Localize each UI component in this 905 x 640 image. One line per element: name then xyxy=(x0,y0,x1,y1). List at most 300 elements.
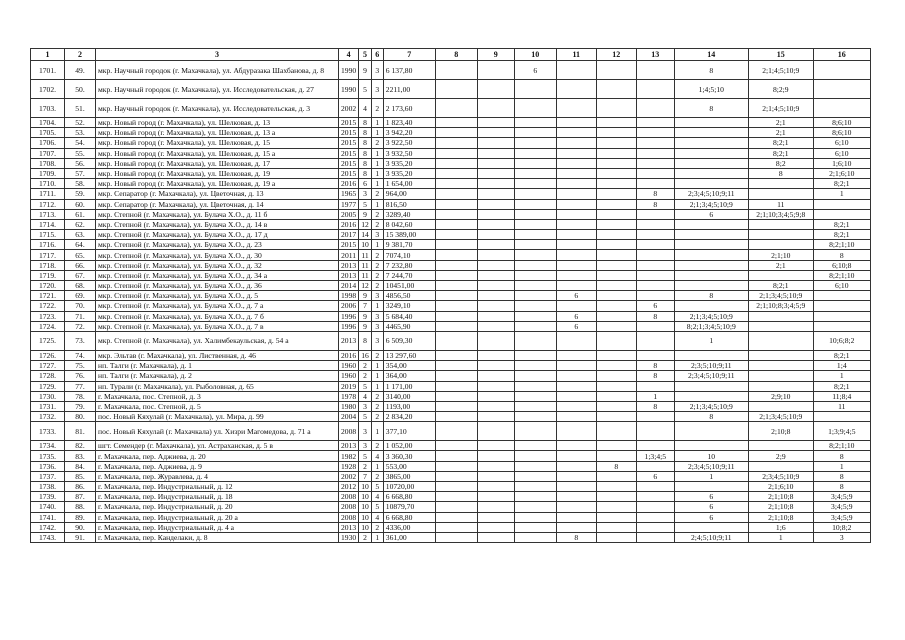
table-cell: 8;2;1;3;4;5;10;9 xyxy=(674,321,748,331)
table-cell: 9 xyxy=(359,291,372,301)
table-cell: 1977 xyxy=(339,199,359,209)
table-cell xyxy=(674,260,748,270)
table-cell: 58. xyxy=(65,179,96,189)
table-cell: 1732. xyxy=(31,412,65,422)
table-cell: г. Махачкала, пер. Аджиева, д. 20 xyxy=(96,451,339,461)
table-cell: 60. xyxy=(65,199,96,209)
table-cell: 4336,00 xyxy=(383,522,435,532)
table-cell xyxy=(636,128,674,138)
table-row xyxy=(31,138,871,148)
table-cell: 2013 xyxy=(339,270,359,280)
table-cell xyxy=(477,61,514,80)
table-cell xyxy=(477,270,514,280)
table-cell xyxy=(636,281,674,291)
table-cell xyxy=(556,422,596,441)
table-cell xyxy=(514,128,556,138)
table-cell xyxy=(596,331,636,350)
table-cell xyxy=(435,522,477,532)
column-header-9: 9 xyxy=(477,49,514,61)
table-cell: 3;4;5;9 xyxy=(813,492,870,502)
table-cell xyxy=(636,138,674,148)
table-row xyxy=(31,401,871,411)
table-cell: 1701. xyxy=(31,61,65,80)
table-cell: 63. xyxy=(65,230,96,240)
table-cell: 2 834,20 xyxy=(383,412,435,422)
table-cell xyxy=(596,61,636,80)
table-cell: 4 xyxy=(359,99,372,118)
table-cell xyxy=(813,301,870,311)
table-cell: 8;2;1;10 xyxy=(813,270,870,280)
table-cell: 1738. xyxy=(31,482,65,492)
table-cell xyxy=(556,350,596,360)
table-cell xyxy=(674,301,748,311)
table-cell: 3 xyxy=(371,61,383,80)
table-cell: 16 xyxy=(359,350,372,360)
table-cell xyxy=(435,482,477,492)
table-cell: 5 xyxy=(359,451,372,461)
table-cell xyxy=(674,230,748,240)
table-cell: 1708. xyxy=(31,158,65,168)
table-cell xyxy=(596,532,636,542)
table-cell: мкр. Степной (г. Махачкала), ул. Булача Х.О., д. 17 д xyxy=(96,230,339,240)
table-cell: 1 xyxy=(371,361,383,371)
table-cell: 2 xyxy=(371,250,383,260)
table-cell xyxy=(514,118,556,128)
table-cell: 1 xyxy=(371,118,383,128)
table-row xyxy=(31,350,871,360)
table-row xyxy=(31,461,871,471)
table-cell xyxy=(596,451,636,461)
table-cell: 2 xyxy=(359,371,372,381)
table-cell: 88. xyxy=(65,502,96,512)
table-cell xyxy=(556,471,596,481)
table-cell xyxy=(748,461,813,471)
table-cell: 6;10 xyxy=(813,138,870,148)
table-cell xyxy=(596,422,636,441)
table-cell xyxy=(435,168,477,178)
table-cell: 6 xyxy=(556,291,596,301)
table-cell: 10 xyxy=(359,482,372,492)
table-cell: 8 xyxy=(813,471,870,481)
table-cell xyxy=(596,199,636,209)
table-cell: 1714. xyxy=(31,219,65,229)
table-cell: 2;3;4;5;10;9;11 xyxy=(674,461,748,471)
table-cell xyxy=(435,118,477,128)
table-cell: 2;1;10;8;3;4;5;9 xyxy=(748,301,813,311)
table-cell: 1724. xyxy=(31,321,65,331)
table-cell: 15 389,00 xyxy=(383,230,435,240)
table-cell: 11 xyxy=(359,270,372,280)
table-cell: 2015 xyxy=(339,158,359,168)
table-cell: 2;1;10;8 xyxy=(748,492,813,502)
table-cell: 1722. xyxy=(31,301,65,311)
table-cell: 2006 xyxy=(339,301,359,311)
table-cell: 2016 xyxy=(339,179,359,189)
table-cell: 2002 xyxy=(339,471,359,481)
table-cell: 1718. xyxy=(31,260,65,270)
table-cell xyxy=(556,412,596,422)
table-cell xyxy=(636,260,674,270)
table-cell: 2015 xyxy=(339,118,359,128)
table-cell: 1990 xyxy=(339,80,359,99)
table-cell: 12 xyxy=(359,219,372,229)
housing-register-table xyxy=(30,48,871,543)
table-cell xyxy=(596,219,636,229)
column-header-1: 1 xyxy=(31,49,65,61)
table-cell: 3 xyxy=(359,422,372,441)
table-cell xyxy=(748,371,813,381)
table-cell: 2015 xyxy=(339,148,359,158)
table-cell xyxy=(556,118,596,128)
table-cell xyxy=(813,209,870,219)
table-cell: 2014 xyxy=(339,281,359,291)
table-cell xyxy=(596,189,636,199)
table-cell: 61. xyxy=(65,209,96,219)
table-cell: 4 xyxy=(371,451,383,461)
table-cell: 1928 xyxy=(339,461,359,471)
table-cell xyxy=(435,422,477,441)
table-cell xyxy=(514,179,556,189)
table-cell: 12 xyxy=(359,281,372,291)
table-cell: 1 xyxy=(371,148,383,158)
table-cell: 8 xyxy=(813,250,870,260)
column-header-6: 6 xyxy=(371,49,383,61)
table-cell: 8 xyxy=(596,461,636,471)
table-cell xyxy=(556,301,596,311)
table-cell xyxy=(435,61,477,80)
table-cell: 1 654,00 xyxy=(383,179,435,189)
table-cell: 6 137,80 xyxy=(383,61,435,80)
table-cell: 7 xyxy=(359,471,372,481)
table-cell xyxy=(556,391,596,401)
table-cell xyxy=(477,461,514,471)
table-cell: 3 932,50 xyxy=(383,148,435,158)
table-cell xyxy=(514,461,556,471)
table-cell: 8;2 xyxy=(748,158,813,168)
table-cell xyxy=(477,179,514,189)
table-cell: 54. xyxy=(65,138,96,148)
table-row xyxy=(31,391,871,401)
table-cell: 6 xyxy=(556,311,596,321)
table-cell: 1720. xyxy=(31,281,65,291)
table-row xyxy=(31,230,871,240)
table-cell xyxy=(674,138,748,148)
table-cell xyxy=(477,381,514,391)
table-cell: г. Махачкала, пер. Индустриальный, д. 12 xyxy=(96,482,339,492)
table-cell: 10720,00 xyxy=(383,482,435,492)
header-row xyxy=(31,49,871,61)
table-cell xyxy=(596,350,636,360)
table-cell: 8 xyxy=(636,371,674,381)
table-cell xyxy=(636,219,674,229)
table-cell: 3 xyxy=(359,189,372,199)
table-cell: мкр. Степной (г. Махачкала), ул. Булача Х.О., д. 7 б xyxy=(96,311,339,321)
table-cell: 6 668,80 xyxy=(383,492,435,502)
table-cell: 1712. xyxy=(31,199,65,209)
table-cell xyxy=(674,350,748,360)
column-header-14: 14 xyxy=(674,49,748,61)
table-cell: 2015 xyxy=(339,168,359,178)
table-cell: 2013 xyxy=(339,260,359,270)
table-cell: 1739. xyxy=(31,492,65,502)
table-cell xyxy=(556,209,596,219)
table-cell xyxy=(748,219,813,229)
table-cell: 2013 xyxy=(339,331,359,350)
table-cell: 64. xyxy=(65,240,96,250)
table-cell: нп. Талги (г. Махачкала), д. 2 xyxy=(96,371,339,381)
table-cell xyxy=(556,361,596,371)
table-cell: 6 xyxy=(674,502,748,512)
table-cell: 2 xyxy=(371,99,383,118)
column-header-12: 12 xyxy=(596,49,636,61)
table-cell: 90. xyxy=(65,522,96,532)
table-cell: 71. xyxy=(65,311,96,321)
table-cell: 1 xyxy=(813,461,870,471)
table-cell: 81. xyxy=(65,422,96,441)
table-cell xyxy=(556,179,596,189)
table-cell: 67. xyxy=(65,270,96,280)
table-cell xyxy=(514,311,556,321)
table-cell: 3 942,20 xyxy=(383,128,435,138)
table-cell xyxy=(435,189,477,199)
table-cell: 3 xyxy=(371,291,383,301)
table-cell: 1930 xyxy=(339,532,359,542)
table-cell: 1743. xyxy=(31,532,65,542)
table-row xyxy=(31,260,871,270)
table-cell: 2;1;10;3;4;5;9;8 xyxy=(748,209,813,219)
table-cell xyxy=(477,158,514,168)
table-cell: 6 xyxy=(674,492,748,502)
table-cell xyxy=(596,401,636,411)
table-cell xyxy=(556,199,596,209)
table-cell xyxy=(636,412,674,422)
table-cell xyxy=(556,250,596,260)
table-cell: 1 xyxy=(371,301,383,311)
table-row xyxy=(31,331,871,350)
table-cell: 2 xyxy=(359,361,372,371)
table-cell xyxy=(435,301,477,311)
table-cell: мкр. Сепаратор (г. Махачкала), ул. Цветочная, д. 13 xyxy=(96,189,339,199)
table-cell: 8;2;1 xyxy=(813,230,870,240)
table-cell: 4 xyxy=(371,512,383,522)
table-cell: г. Махачкала, пер. Индустриальный, д. 20 а xyxy=(96,512,339,522)
table-cell xyxy=(556,451,596,461)
table-cell xyxy=(596,281,636,291)
table-cell xyxy=(636,512,674,522)
table-cell: 2015 xyxy=(339,128,359,138)
table-cell: 59. xyxy=(65,189,96,199)
table-cell: г. Махачкала, пер. Журавлева, д. 4 xyxy=(96,471,339,481)
table-cell: г. Махачкала, пер. Аджиева, д. 9 xyxy=(96,461,339,471)
table-cell: мкр. Научный городок (г. Махачкала), ул. Исследовательская, д. 27 xyxy=(96,80,339,99)
table-cell: 8 xyxy=(359,148,372,158)
table-cell xyxy=(813,321,870,331)
table-cell xyxy=(435,412,477,422)
table-cell: 3140,00 xyxy=(383,391,435,401)
table-cell xyxy=(596,168,636,178)
table-cell: 1741. xyxy=(31,512,65,522)
table-cell xyxy=(514,422,556,441)
table-cell: 8 xyxy=(636,361,674,371)
table-cell: 1 xyxy=(371,461,383,471)
table-cell xyxy=(636,331,674,350)
table-row xyxy=(31,482,871,492)
table-row xyxy=(31,240,871,250)
table-cell xyxy=(556,441,596,451)
table-cell xyxy=(596,99,636,118)
table-cell xyxy=(477,168,514,178)
table-cell: 1998 xyxy=(339,291,359,301)
table-cell xyxy=(435,99,477,118)
table-cell: 1 xyxy=(371,158,383,168)
table-cell: 8 xyxy=(636,199,674,209)
table-cell: 2;10;8 xyxy=(748,422,813,441)
table-cell xyxy=(596,502,636,512)
table-cell: 8;6;10 xyxy=(813,128,870,138)
table-cell xyxy=(748,189,813,199)
table-cell: 8 xyxy=(359,118,372,128)
table-cell: 2;1;3;4;5;10;9 xyxy=(748,291,813,301)
table-cell: 1730. xyxy=(31,391,65,401)
table-cell: 1 xyxy=(371,179,383,189)
table-row xyxy=(31,301,871,311)
table-cell: 9 xyxy=(359,61,372,80)
table-cell xyxy=(813,61,870,80)
table-cell: 3289,40 xyxy=(383,209,435,219)
table-cell xyxy=(596,270,636,280)
table-cell: 73. xyxy=(65,331,96,350)
table-cell: 1982 xyxy=(339,451,359,461)
table-cell: 2 xyxy=(359,461,372,471)
table-cell xyxy=(748,361,813,371)
table-cell: 1742. xyxy=(31,522,65,532)
table-cell: 1721. xyxy=(31,291,65,301)
table-cell xyxy=(636,321,674,331)
table-cell: 53. xyxy=(65,128,96,138)
table-cell xyxy=(556,381,596,391)
table-cell xyxy=(435,230,477,240)
column-header-7: 7 xyxy=(383,49,435,61)
table-cell xyxy=(514,532,556,542)
table-cell: 6 xyxy=(636,471,674,481)
table-cell xyxy=(514,230,556,240)
table-cell xyxy=(596,441,636,451)
column-header-15: 15 xyxy=(748,49,813,61)
table-row xyxy=(31,311,871,321)
table-cell xyxy=(636,441,674,451)
table-cell: 80. xyxy=(65,412,96,422)
table-cell: 2;1;6;10 xyxy=(748,482,813,492)
table-cell xyxy=(435,391,477,401)
table-cell xyxy=(674,128,748,138)
table-cell: 1735. xyxy=(31,451,65,461)
table-cell: 6 xyxy=(514,61,556,80)
table-cell: 1996 xyxy=(339,311,359,321)
table-cell: 377,10 xyxy=(383,422,435,441)
table-row xyxy=(31,291,871,301)
table-cell xyxy=(435,492,477,502)
table-cell xyxy=(596,391,636,401)
table-cell: нп. Турали (г. Махачкала), ул. Рыболовная, д. 65 xyxy=(96,381,339,391)
table-cell xyxy=(514,260,556,270)
table-cell: 2005 xyxy=(339,209,359,219)
table-cell: 1703. xyxy=(31,99,65,118)
table-cell: 1715. xyxy=(31,230,65,240)
table-cell xyxy=(674,482,748,492)
table-cell: 1704. xyxy=(31,118,65,128)
table-cell xyxy=(477,281,514,291)
table-cell xyxy=(636,99,674,118)
table-row xyxy=(31,61,871,80)
table-cell xyxy=(556,158,596,168)
table-cell xyxy=(674,179,748,189)
table-cell xyxy=(435,361,477,371)
table-cell xyxy=(514,321,556,331)
table-cell: 10879,70 xyxy=(383,502,435,512)
table-row xyxy=(31,281,871,291)
table-row xyxy=(31,179,871,189)
table-cell xyxy=(435,451,477,461)
table-cell: 2 xyxy=(371,441,383,451)
table-cell: 8;2;1;10 xyxy=(813,240,870,250)
table-cell: 8 xyxy=(674,99,748,118)
table-cell: 8;2;1 xyxy=(813,219,870,229)
table-cell xyxy=(596,250,636,260)
table-cell: 2211,00 xyxy=(383,80,435,99)
table-cell: пос. Новый Кяхулай (г. Махачкала), ул. Мира, д. 99 xyxy=(96,412,339,422)
table-cell: 7074,10 xyxy=(383,250,435,260)
table-cell: 79. xyxy=(65,401,96,411)
table-cell: 2 xyxy=(371,270,383,280)
table-cell xyxy=(514,371,556,381)
table-cell xyxy=(596,522,636,532)
table-cell: 1733. xyxy=(31,422,65,441)
table-cell: 10 xyxy=(359,240,372,250)
table-cell: 1 xyxy=(371,532,383,542)
table-cell xyxy=(477,532,514,542)
table-cell: 1;4 xyxy=(813,361,870,371)
table-cell xyxy=(748,270,813,280)
table-cell xyxy=(813,99,870,118)
table-cell xyxy=(514,451,556,461)
table-cell: 1 xyxy=(371,381,383,391)
table-cell xyxy=(636,179,674,189)
table-cell xyxy=(435,291,477,301)
table-cell: г. Махачкала, пер. Индустриальный, д. 4 а xyxy=(96,522,339,532)
table-cell xyxy=(477,361,514,371)
table-cell: 2 xyxy=(371,522,383,532)
table-cell: 1707. xyxy=(31,148,65,158)
table-cell: 3 360,30 xyxy=(383,451,435,461)
table-cell: 1734. xyxy=(31,441,65,451)
table-row xyxy=(31,512,871,522)
table-row xyxy=(31,522,871,532)
table-cell: 6 509,30 xyxy=(383,331,435,350)
table-cell: 10 xyxy=(359,522,372,532)
table-cell: 1716. xyxy=(31,240,65,250)
table-cell: 6 xyxy=(636,301,674,311)
table-cell xyxy=(674,250,748,260)
table-cell xyxy=(514,209,556,219)
table-cell xyxy=(636,522,674,532)
table-cell: 7 xyxy=(359,301,372,311)
table-cell: 8;6;10 xyxy=(813,118,870,128)
table-cell: 3 xyxy=(371,80,383,99)
table-cell: 2;1;4;5;10;9 xyxy=(748,61,813,80)
table-cell: 1709. xyxy=(31,168,65,178)
table-row xyxy=(31,441,871,451)
table-cell: 5 684,40 xyxy=(383,311,435,321)
